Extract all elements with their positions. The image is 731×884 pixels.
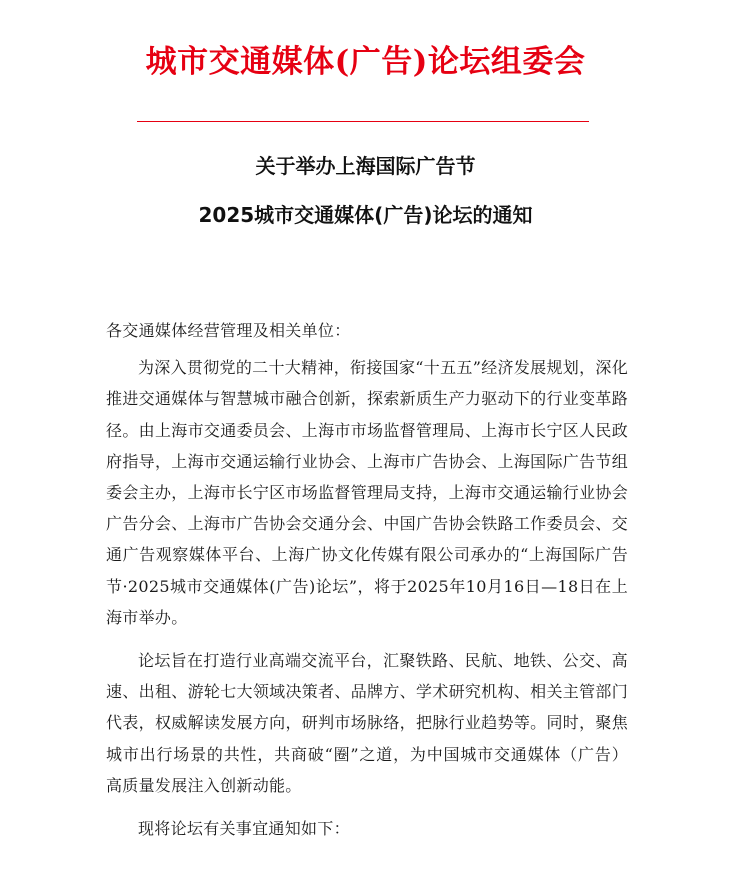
salutation: 各交通媒体经营管理及相关单位： [106,321,351,340]
notice-body [106,315,628,844]
body-paragraph-1: 为深入贯彻党的二十大精神，衔接国家“十五五”经济发展规划，深化推进交通媒体与智慧城市融合创新，探索新质生产力驱动下的行业变革路径。由上海市交通委员会、上海市市场监督管理局、上海市长宁区人民政府指导，上海市交通运输行业协会、上海市广告协会、上海国际广告节组委会主办，上海市长宁区市场监督管理局支持，上海市交通运输行业协会广告分会、上海市广告协会交通分会、中国广告协会铁路工作委员会、交通广告观察媒体平台、上海广协文化传媒有限公司承办的“上海国际广告节·2025城市交通媒体(广告)论坛”，将于2025年10月16日—18日在上海市举办。 [106,358,628,627]
red-header-rule [137,121,589,122]
notice-title-line-1: 关于举办上海国际广告节 [255,154,476,178]
body-paragraph-3: 现将论坛有关事宜通知如下： [138,819,350,839]
body-paragraph-2: 论坛旨在打造行业高端交流平台，汇聚铁路、民航、地铁、公交、高速、出租、游轮七大领域决策者、品牌方、学术研究机构、相关主管部门代表，权威解读发展方向，研判市场脉络，把脉行业趋势等。同时，聚焦城市出行场景的共性，共商破“圈”之道，为中国城市交通媒体（广告）高质量发展注入创新动能。 [106,651,628,795]
notice-title-line-2: 2025城市交通媒体(广告)论坛的通知 [198,203,533,227]
issuing-organization-title: 城市交通媒体(广告)论坛组委会 [145,44,586,80]
